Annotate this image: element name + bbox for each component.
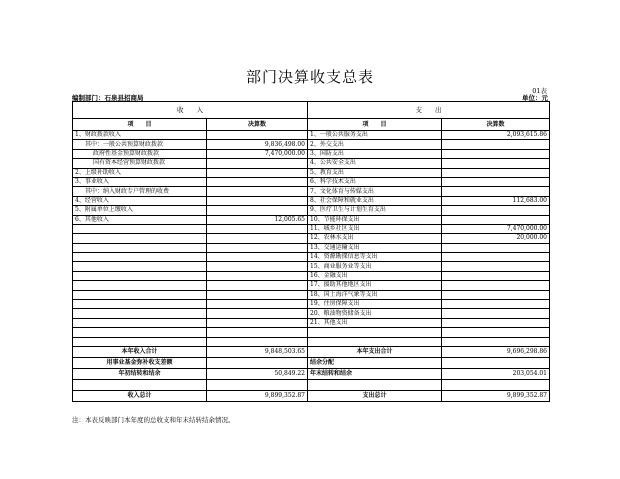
income-item [73, 300, 207, 309]
table-row [73, 159, 550, 168]
expense-amount [442, 328, 550, 337]
income-item [73, 271, 207, 280]
grand-expense-value: 9,899,352.87 [442, 390, 550, 401]
income-total-value: 9,848,503.65 [207, 346, 308, 357]
income-total-label: 本年收入合计 [73, 346, 207, 357]
income-amount [207, 168, 308, 177]
expense-amount [442, 337, 550, 346]
table-row [73, 318, 550, 327]
expense-item: 16、金融支出 [308, 271, 442, 280]
expense-item: 14、资源勘探信息等支出 [308, 253, 442, 262]
table-row [73, 253, 550, 262]
spacer-row [73, 379, 550, 390]
table-row [73, 290, 550, 299]
table-row [73, 243, 550, 252]
org-label: 编制部门：石泉县招商局 [72, 94, 144, 102]
budget-table [72, 101, 550, 402]
expense-item: 3、国防支出 [308, 149, 442, 158]
fund-value [207, 357, 308, 368]
expense-total-label: 本年支出合计 [308, 346, 442, 357]
table-row [73, 168, 550, 177]
form-number: 01表 [532, 87, 547, 95]
income-item [73, 243, 207, 252]
expense-item: 13、交通运输支出 [308, 243, 442, 252]
expense-item: 20、粮油物资储备支出 [308, 309, 442, 318]
expense-amount [442, 253, 550, 262]
expense-item-header: 项 目 [308, 119, 442, 131]
expense-item [308, 328, 442, 337]
income-item-header: 项 目 [73, 119, 207, 131]
income-item: 国有资本经营预算财政拨款 [73, 159, 207, 168]
income-amount [207, 196, 308, 205]
income-item [73, 281, 207, 290]
expense-amount-header: 决算数 [442, 119, 550, 131]
income-item [73, 224, 207, 233]
expense-amount [442, 318, 550, 327]
expense-amount [442, 300, 550, 309]
section-header-row [73, 102, 550, 119]
income-amount [207, 318, 308, 327]
income-amount [207, 262, 308, 271]
expense-amount [442, 262, 550, 271]
income-amount [207, 131, 308, 140]
expense-item: 7、文化体育与传媒支出 [308, 187, 442, 196]
expense-item: 15、商业服务业等支出 [308, 262, 442, 271]
fund-label: 用事业基金弥补收支差额 [73, 357, 207, 368]
expense-amount [442, 281, 550, 290]
balance-row [73, 368, 550, 379]
income-item [73, 318, 207, 327]
income-item: 5、附属单位上缴收入 [73, 206, 207, 215]
expense-amount: 2,093,615.86 [442, 131, 550, 140]
income-amount: 7,470,000.00 [207, 149, 308, 158]
expense-item: 21、其他支出 [308, 318, 442, 327]
income-item [73, 309, 207, 318]
table-row [73, 262, 550, 271]
unit-label: 单位：元 [522, 94, 548, 102]
income-amount [207, 159, 308, 168]
grand-income-value: 9,899,352.87 [207, 390, 308, 401]
table-row [73, 131, 550, 140]
income-header: 收 入 [73, 102, 308, 119]
expense-amount: 112,683.00 [442, 196, 550, 205]
income-amount: 9,836,498.00 [207, 140, 308, 149]
expense-total-value: 9,696,298.86 [442, 346, 550, 357]
end-balance-value: 203,054.01 [442, 368, 550, 379]
expense-amount: 7,470,000.00 [442, 224, 550, 233]
income-item: 其中：纳入财政专户管理的收费 [73, 187, 207, 196]
expense-item: 5、教育支出 [308, 168, 442, 177]
income-item [73, 234, 207, 243]
end-balance-label: 年末结转和结余 [308, 368, 442, 379]
income-item: 其中：一般公共预算财政拨款 [73, 140, 207, 149]
expense-amount [442, 290, 550, 299]
income-amount [207, 337, 308, 346]
income-item [73, 290, 207, 299]
income-item: 2、上级补助收入 [73, 168, 207, 177]
income-amount [207, 206, 308, 215]
income-amount [207, 224, 308, 233]
income-amount [207, 253, 308, 262]
grand-expense-label: 支出总计 [308, 390, 442, 401]
table-row [73, 234, 550, 243]
table-row [73, 196, 550, 205]
income-amount [207, 271, 308, 280]
income-item [73, 253, 207, 262]
table-row [73, 281, 550, 290]
income-amount [207, 300, 308, 309]
table-row [73, 328, 550, 337]
expense-item: 2、外交支出 [308, 140, 442, 149]
expense-item: 9、医疗卫生与计划生育支出 [308, 206, 442, 215]
income-item [73, 328, 207, 337]
expense-header: 支 出 [308, 102, 550, 119]
income-amount [207, 243, 308, 252]
expense-amount [442, 177, 550, 186]
expense-amount [442, 187, 550, 196]
income-amount: 12,005.65 [207, 215, 308, 224]
expense-amount [442, 271, 550, 280]
income-item [73, 262, 207, 271]
expense-item: 1、一般公共服务支出 [308, 131, 442, 140]
income-item: 6、其他收入 [73, 215, 207, 224]
expense-item: 17、援助其他地区支出 [308, 281, 442, 290]
income-amount [207, 177, 308, 186]
fund-row [73, 357, 550, 368]
grand-income-label: 收入总计 [73, 390, 207, 401]
expense-item: 11、城乡社区支出 [308, 224, 442, 233]
table-row [73, 271, 550, 280]
expense-amount [442, 168, 550, 177]
column-header-row [73, 119, 550, 131]
footnote: 注：本表反映部门本年度的总收支和年末结转结余情况。 [72, 416, 235, 424]
expense-amount [442, 206, 550, 215]
expense-item: 12、农林水支出 [308, 234, 442, 243]
expense-item: 4、公共安全支出 [308, 159, 442, 168]
table-row [73, 140, 550, 149]
table-row [73, 309, 550, 318]
expense-item: 10、节能环保支出 [308, 215, 442, 224]
income-item: 1、财政拨款收入 [73, 131, 207, 140]
table-row [73, 206, 550, 215]
income-amount [207, 234, 308, 243]
expense-item: 8、社会保障和就业支出 [308, 196, 442, 205]
expense-item [308, 337, 442, 346]
begin-balance-value: 50,849.22 [207, 368, 308, 379]
expense-item: 18、国土海洋气象等支出 [308, 290, 442, 299]
begin-balance-label: 年初结转和结余 [73, 368, 207, 379]
income-amount [207, 281, 308, 290]
surplus-dist-label: 结余分配 [308, 357, 442, 368]
expense-amount [442, 215, 550, 224]
income-item: 3、事业收入 [73, 177, 207, 186]
surplus-dist-value [442, 357, 550, 368]
income-amount [207, 309, 308, 318]
table-row [73, 187, 550, 196]
page-title: 部门决算收支总表 [245, 68, 374, 86]
income-item: 4、经营收入 [73, 196, 207, 205]
expense-item: 6、科学技术支出 [308, 177, 442, 186]
expense-amount [442, 140, 550, 149]
expense-item: 19、住房保障支出 [308, 300, 442, 309]
income-amount-header: 决算数 [207, 119, 308, 131]
income-amount [207, 290, 308, 299]
expense-amount [442, 309, 550, 318]
table-row [73, 177, 550, 186]
income-amount [207, 328, 308, 337]
table-row [73, 337, 550, 346]
table-row [73, 300, 550, 309]
expense-amount [442, 149, 550, 158]
expense-amount [442, 243, 550, 252]
expense-amount: 20,000.00 [442, 234, 550, 243]
income-item: 政府性基金预算财政拨款 [73, 149, 207, 158]
annual-total-row [73, 346, 550, 357]
table-row [73, 215, 550, 224]
table-row [73, 149, 550, 158]
income-item [73, 337, 207, 346]
income-amount [207, 187, 308, 196]
grand-total-row [73, 390, 550, 401]
expense-amount [442, 159, 550, 168]
table-row [73, 224, 550, 233]
